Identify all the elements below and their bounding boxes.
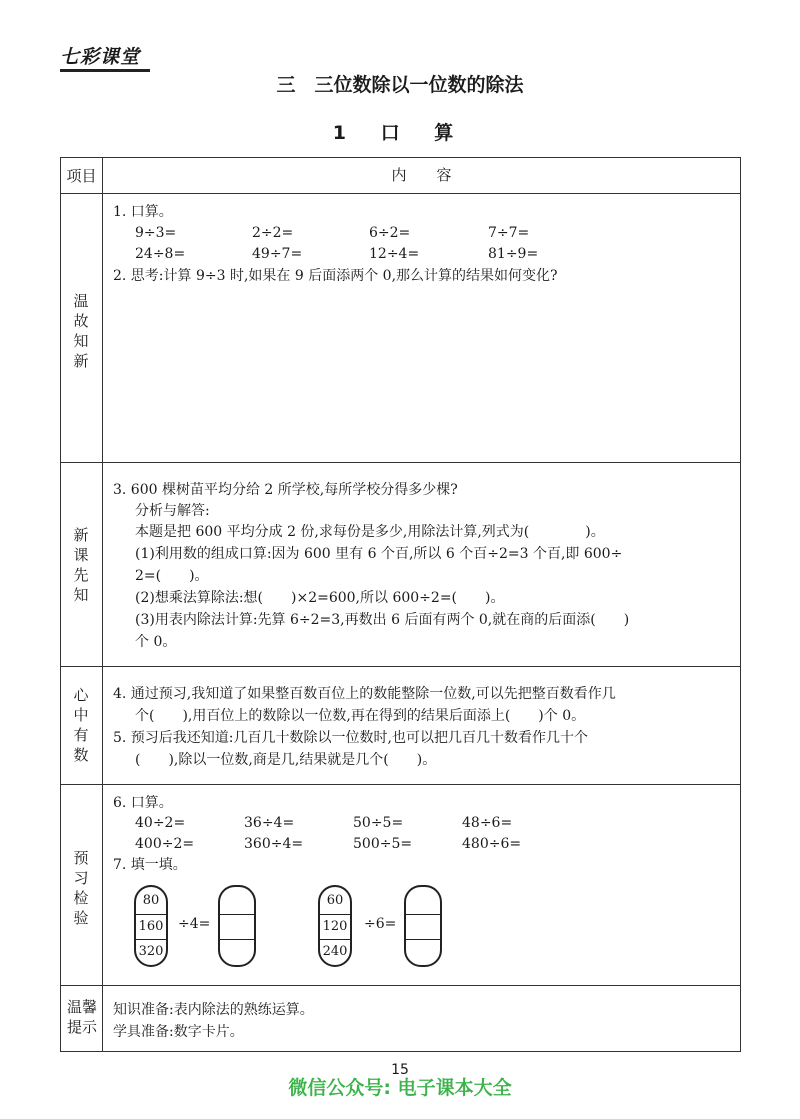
question-line: ( ),除以一位数,商是几,结果就是几个( )。 (135, 752, 437, 768)
calc-item: 36÷4= (244, 815, 295, 831)
calc-item: 400÷2= (135, 836, 195, 852)
calc-item: 360÷4= (244, 836, 304, 852)
section-title: 1 口 算 (332, 122, 468, 144)
table-divider (60, 193, 741, 194)
question-line: (3)用表内除法计算:先算 6÷2=3,再数出 6 后面有两个 0,就在商的后面添( ) (135, 612, 630, 628)
question-line: 5. 预习后我还知道:几百几十数除以一位数时,也可以把几百几十数看作几十个 (113, 730, 588, 746)
question-line: 1. 口算。 (113, 204, 173, 220)
row-label-preview-check: 预习检验 (73, 849, 89, 927)
input-numbers-capsule (134, 885, 168, 967)
question-line: 3. 600 棵树苗平均分给 2 所学校,每所学校分得多少棵? (113, 482, 458, 498)
input-number: 60 (326, 893, 344, 908)
question-line: 分析与解答: (135, 503, 210, 519)
question-line: 6. 口算。 (113, 795, 173, 811)
watermark-text: 微信公众号: 电子课本大全 (288, 1077, 512, 1099)
division-operator: ÷6= (364, 916, 397, 932)
row-label-understanding: 心中有数 (73, 686, 89, 764)
chapter-title: 三 三位数除以一位数的除法 (276, 74, 524, 96)
question-line: 7. 填一填。 (113, 857, 187, 873)
capsule-divider (320, 939, 350, 940)
table-head-content: 内 容 (391, 166, 452, 184)
answer-capsule (404, 885, 442, 967)
table-border-bottom (60, 1051, 741, 1052)
capsule-divider (220, 914, 254, 915)
calc-item: 7÷7= (488, 225, 530, 241)
calc-item: 81÷9= (488, 246, 539, 262)
division-operator: ÷4= (178, 916, 211, 932)
table-divider (60, 462, 741, 463)
tip-line: 学具准备:数字卡片。 (113, 1024, 244, 1040)
table-head-item: 项目 (66, 167, 97, 185)
capsule-divider (406, 914, 440, 915)
calc-item: 12÷4= (369, 246, 420, 262)
question-line: 个 0。 (135, 634, 177, 650)
brand-logo: 七彩课堂 (60, 46, 141, 68)
question-line: 2=( )。 (135, 568, 209, 584)
question-line: (1)利用数的组成口算:因为 600 里有 6 个百,所以 6 个百÷2=3 个百,即 600÷ (135, 546, 623, 562)
row-label-new-lesson: 新课先知 (73, 526, 89, 604)
table-border-left (60, 157, 61, 1052)
input-number: 160 (138, 919, 164, 934)
input-numbers-capsule (318, 885, 352, 967)
question-line: 本题是把 600 平均分成 2 份,求每份是多少,用除法计算,列式为( )。 (135, 524, 605, 540)
calc-item: 480÷6= (462, 836, 522, 852)
capsule-divider (320, 914, 350, 915)
question-line: 2. 思考:计算 9÷3 时,如果在 9 后面添两个 0,那么计算的结果如何变化? (113, 268, 558, 284)
calc-item: 49÷7= (252, 246, 303, 262)
table-border-top (60, 157, 741, 158)
capsule-divider (220, 939, 254, 940)
row-label-tips: 温馨提示 (66, 998, 97, 1036)
table-border-right (740, 157, 741, 1052)
row-label-review: 温故知新 (73, 292, 89, 370)
table-divider (60, 784, 741, 785)
table-divider (60, 666, 741, 667)
capsule-divider (136, 939, 166, 940)
input-number: 80 (142, 893, 160, 908)
calc-item: 2÷2= (252, 225, 294, 241)
input-number: 240 (322, 944, 348, 959)
calc-item: 500÷5= (353, 836, 413, 852)
capsule-divider (136, 914, 166, 915)
question-line: 4. 通过预习,我知道了如果整百数百位上的数能整除一位数,可以先把整百数看作几 (113, 686, 616, 702)
calc-item: 50÷5= (353, 815, 404, 831)
input-number: 320 (138, 944, 164, 959)
table-divider (60, 985, 741, 986)
calc-item: 48÷6= (462, 815, 513, 831)
input-number: 120 (322, 919, 348, 934)
calc-item: 9÷3= (135, 225, 177, 241)
question-line: (2)想乘法算除法:想( )×2=600,所以 600÷2=( )。 (135, 590, 505, 606)
answer-capsule (218, 885, 256, 967)
capsule-divider (406, 939, 440, 940)
calc-item: 40÷2= (135, 815, 186, 831)
question-line: 个( ),用百位上的数除以一位数,再在得到的结果后面添上( )个 0。 (135, 708, 586, 724)
tip-line: 知识准备:表内除法的熟练运算。 (113, 1002, 314, 1018)
page-number: 15 (391, 1062, 409, 1078)
calc-item: 24÷8= (135, 246, 186, 262)
table-column-divider (102, 157, 103, 1052)
calc-item: 6÷2= (369, 225, 411, 241)
